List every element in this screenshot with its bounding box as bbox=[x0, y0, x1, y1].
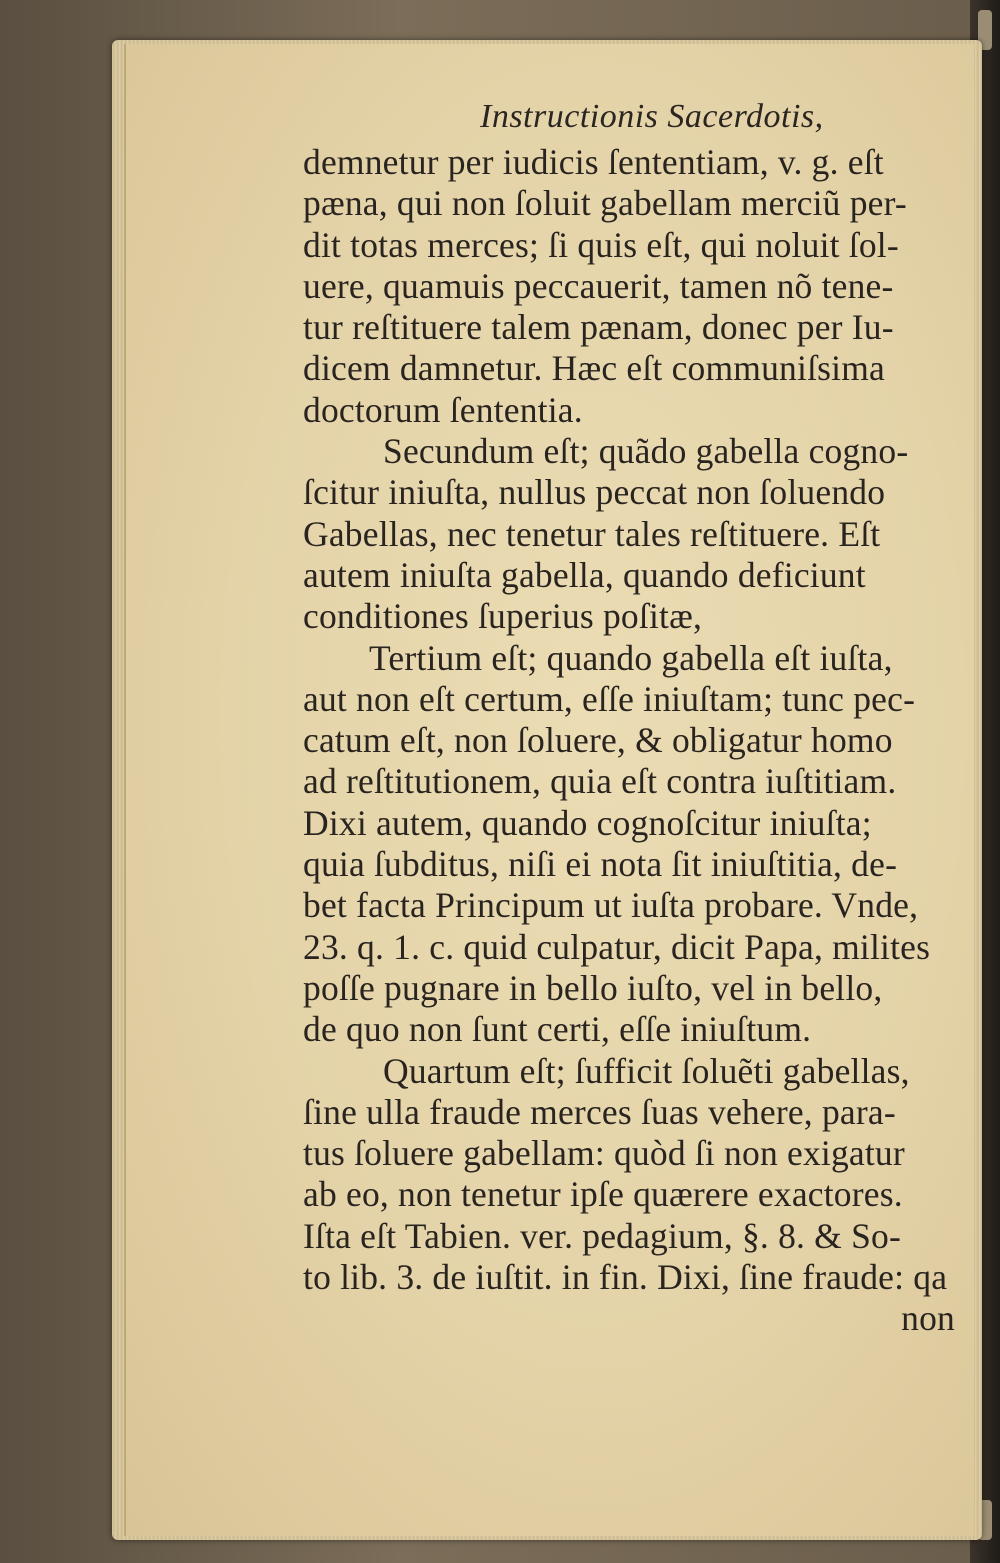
text-line: doctorum ſententia. bbox=[303, 389, 583, 430]
text-line: ad reſtitutionem, quia eſt contra iuſtitiam. bbox=[303, 761, 897, 802]
text-line: Iſta eſt Tabien. ver. pedagium, §. 8. & So- bbox=[303, 1215, 901, 1256]
paragraph-start-quartum: Quartum eſt; ſufficit ſoluẽti gabellas, bbox=[383, 1050, 910, 1091]
text-line: ſine ulla fraude merces ſuas vehere, para- bbox=[303, 1091, 896, 1132]
text-line: conditiones ſuperius poſitæ, bbox=[303, 596, 703, 637]
text-line: pæna, qui non ſoluit gabellam merciũ per- bbox=[303, 183, 907, 224]
text-line: demnetur per iudicis ſententiam, v. g. eſt bbox=[303, 142, 884, 182]
text-line: dit totas merces; ſi quis eſt, qui noluit ſol- bbox=[303, 224, 899, 265]
text-line: to lib. 3. de iuſtit. in fin. Dixi, ſine fraude: qa bbox=[303, 1257, 948, 1298]
text-line: de quo non ſunt certi, eſſe iniuſtum. bbox=[303, 1009, 812, 1050]
text-line: catum eſt, non ſoluere, & obligatur homo bbox=[303, 720, 893, 761]
text-line: Dixi autem, quando cognoſcitur iniuſta; bbox=[303, 802, 872, 843]
text-line: autem iniuſta gabella, quando deficiunt bbox=[303, 554, 866, 595]
paragraph-start-tertium: Tertium eſt; quando gabella eſt iuſta, bbox=[369, 637, 893, 678]
text-line: uere, quamuis peccauerit, tamen nõ tene- bbox=[303, 265, 894, 306]
text-line: poſſe pugnare in bello iuſto, vel in bello, bbox=[303, 967, 883, 1008]
text-line: quia ſubditus, niſi ei nota ſit iniuſtitia, de- bbox=[303, 844, 898, 885]
text-line: ſcitur iniuſta, nullus peccat non ſoluendo bbox=[303, 472, 886, 513]
text-line: 23. q. 1. c. quid culpatur, dicit Papa, milites bbox=[303, 926, 931, 967]
text-line: dicem damnetur. Hæc eſt communiſsima bbox=[303, 348, 885, 389]
text-line: tur reſtituere talem pænam, donec per Iu- bbox=[303, 307, 894, 348]
text-line: aut non eſt certum, eſſe iniuſtam; tunc pec- bbox=[303, 678, 916, 719]
text-line: tus ſoluere gabellam: quòd ſi non exigatur bbox=[303, 1133, 905, 1174]
catchword: non bbox=[901, 1298, 955, 1339]
running-head: Instructionis Sacerdotis, bbox=[480, 98, 824, 135]
text-line: Gabellas, nec tenetur tales reſtituere. Eſt bbox=[303, 513, 881, 554]
body-text bbox=[303, 142, 965, 1340]
text-line: bet facta Principum ut iuſta probare. Vnde, bbox=[303, 885, 919, 926]
text-line: ab eo, non tenetur ipſe quærere exactores. bbox=[303, 1174, 903, 1215]
paragraph-start-secundum: Secundum eſt; quãdo gabella cogno- bbox=[383, 431, 909, 472]
